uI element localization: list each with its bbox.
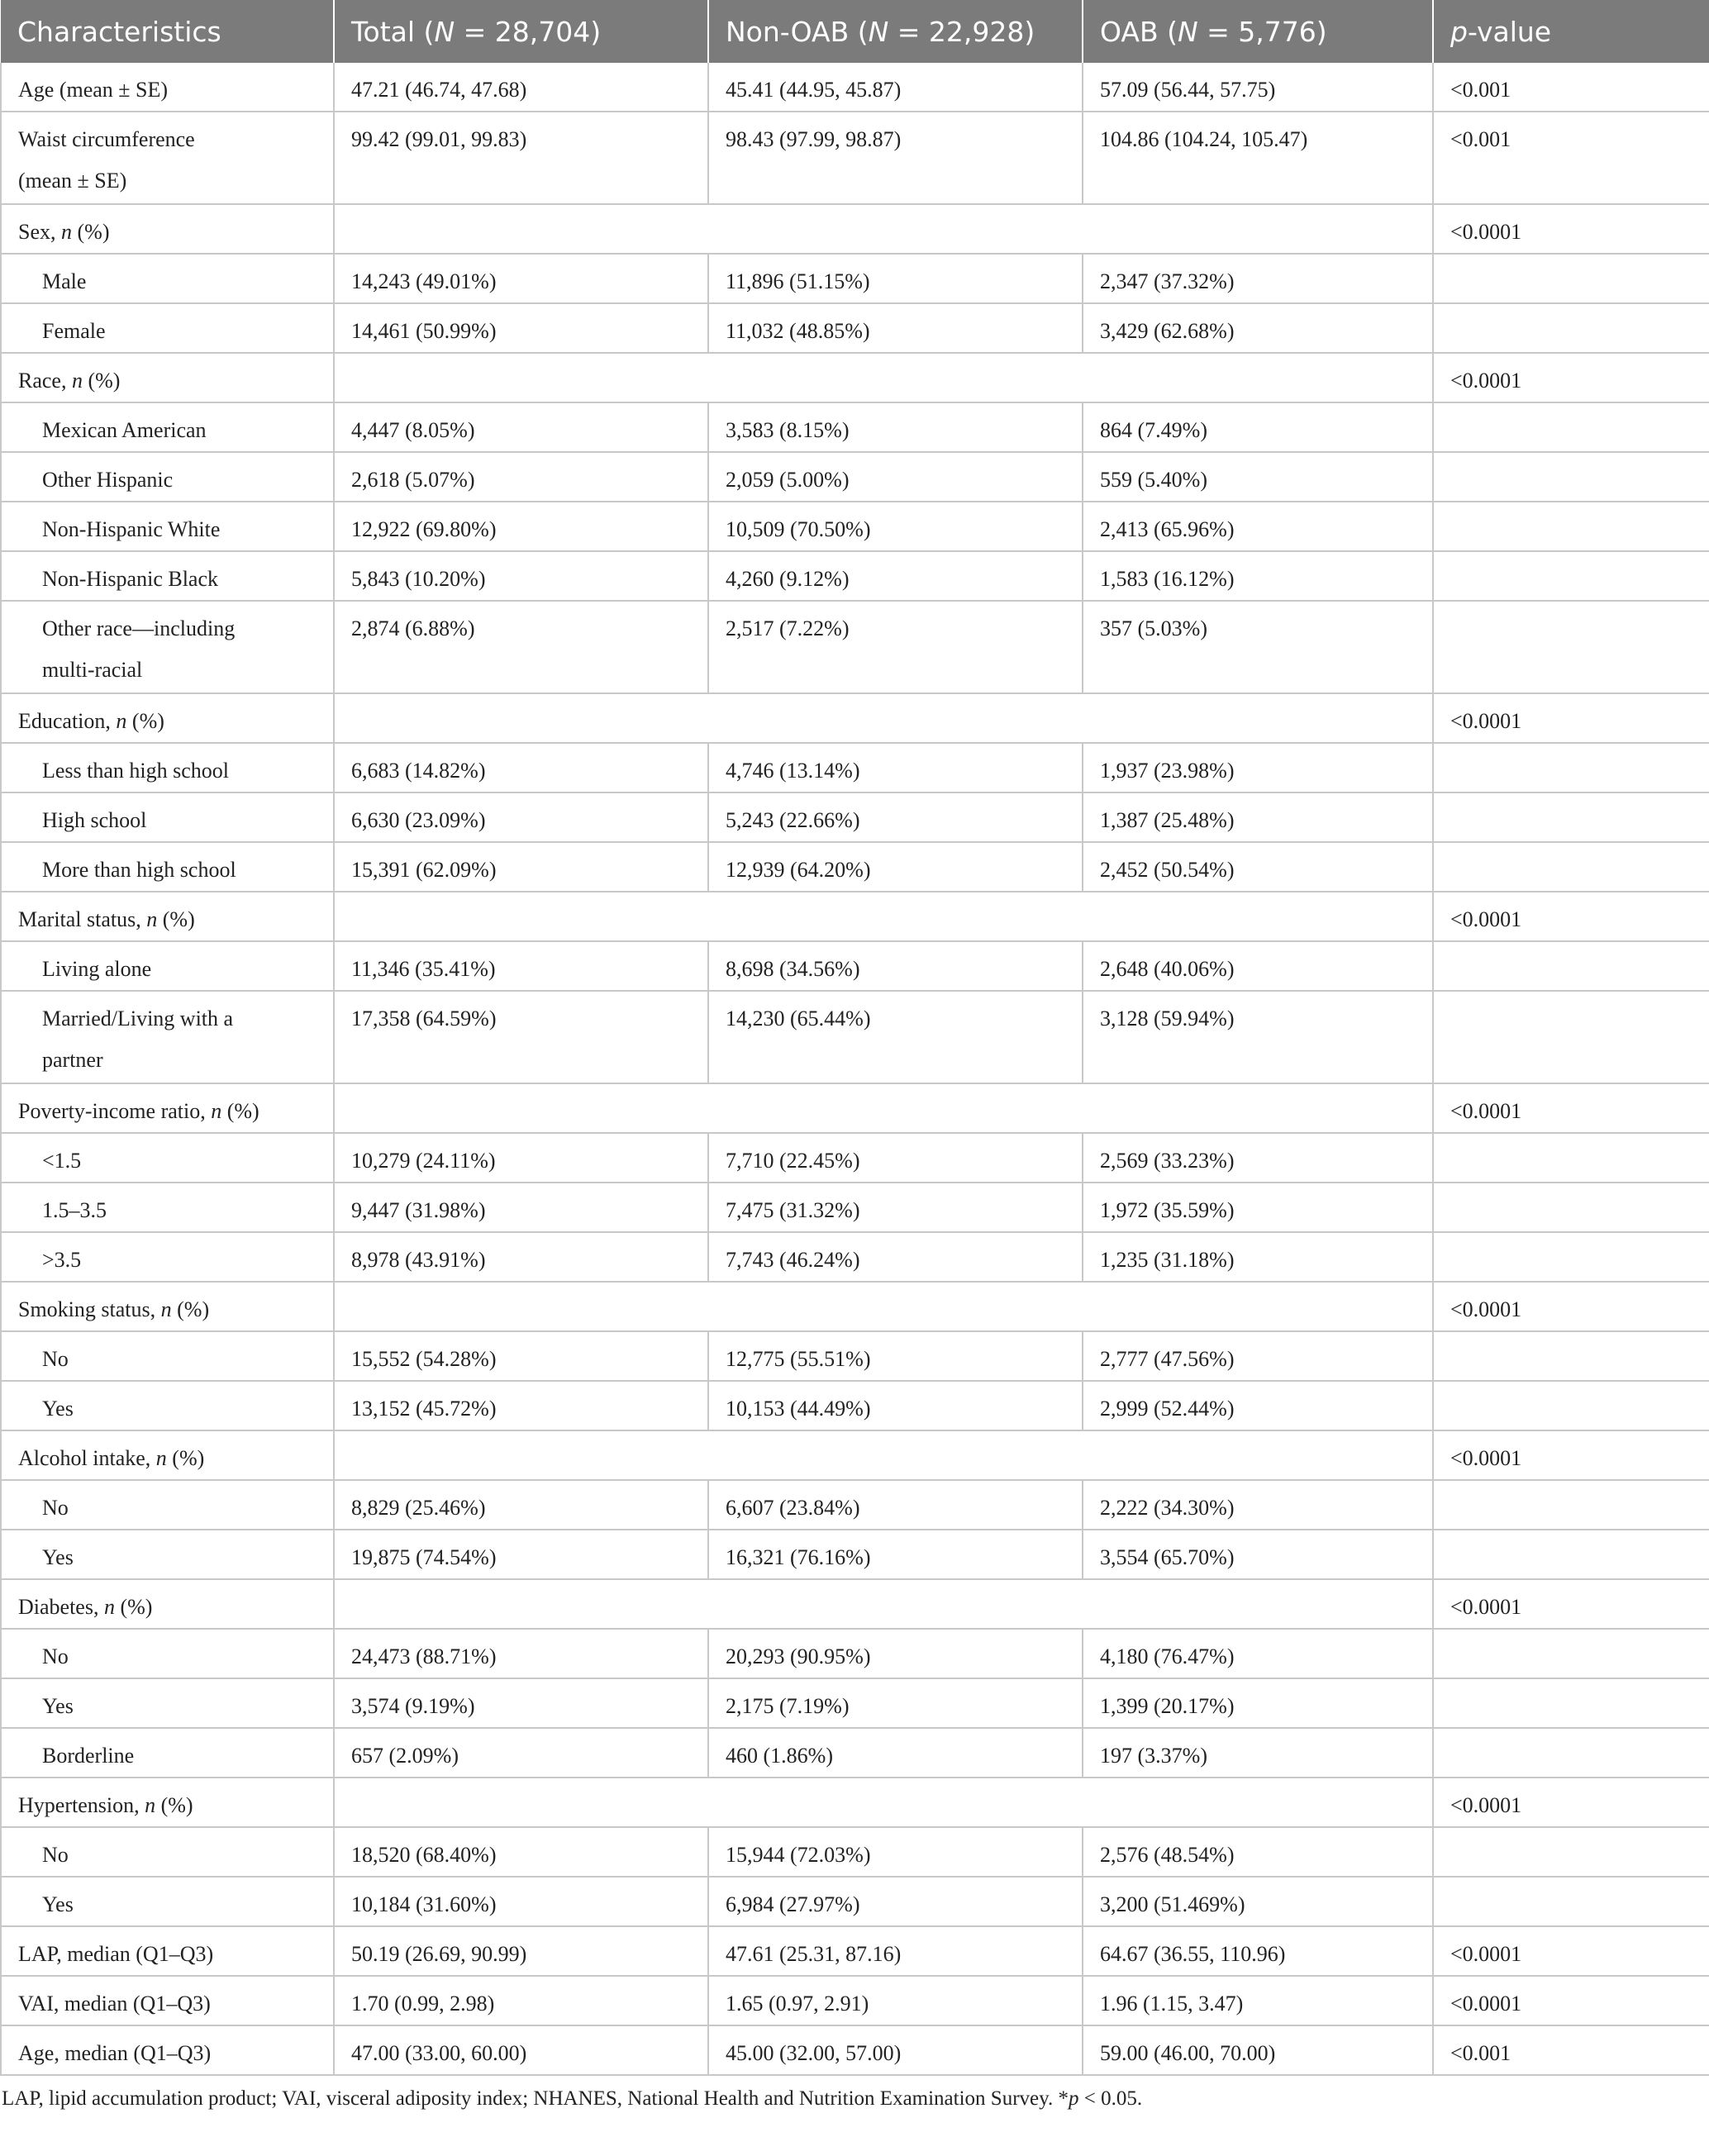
cell-oab: 2,777 (47.56%) (1083, 1331, 1433, 1381)
cell-nonoab: 11,896 (51.15%) (708, 254, 1083, 303)
cell-nonoab: 3,583 (8.15%) (708, 402, 1083, 452)
cell-total: 12,922 (69.80%) (334, 502, 708, 551)
cell-p-value (1433, 551, 1709, 601)
cell-nonoab: 2,059 (5.00%) (708, 452, 1083, 502)
cell-nonoab: 15,944 (72.03%) (708, 1827, 1083, 1877)
cell-oab: 1.96 (1.15, 3.47) (1083, 1976, 1433, 2025)
cell-oab: 2,413 (65.96%) (1083, 502, 1433, 551)
cell-p-value (1433, 1331, 1709, 1381)
cell-nonoab: 4,260 (9.12%) (708, 551, 1083, 601)
cell-total: 50.19 (26.69, 90.99) (334, 1926, 708, 1976)
row-label: >3.5 (1, 1232, 334, 1282)
cell-total: 1.70 (0.99, 2.98) (334, 1976, 708, 2025)
cell-nonoab: 8,698 (34.56%) (708, 941, 1083, 991)
row-label: Male (1, 254, 334, 303)
cell-total: 14,461 (50.99%) (334, 303, 708, 353)
table-row (1, 1183, 1709, 1232)
group-spacer (334, 353, 1433, 402)
cell-nonoab: 460 (1.86%) (708, 1728, 1083, 1778)
cell-nonoab: 7,475 (31.32%) (708, 1183, 1083, 1232)
cell-total: 11,346 (35.41%) (334, 941, 708, 991)
row-label: High school (1, 792, 334, 842)
cell-oab: 1,399 (20.17%) (1083, 1678, 1433, 1728)
cell-p-value (1433, 1480, 1709, 1530)
table-row (1, 1926, 1709, 1976)
table-row (1, 1480, 1709, 1530)
table-row (1, 1877, 1709, 1926)
cell-nonoab: 7,710 (22.45%) (708, 1133, 1083, 1183)
cell-oab: 2,999 (52.44%) (1083, 1381, 1433, 1430)
group-label: Poverty-income ratio, n (%) (1, 1083, 334, 1133)
cell-p-value: <0.0001 (1433, 1976, 1709, 2025)
cell-total: 9,447 (31.98%) (334, 1183, 708, 1232)
cell-p-value (1433, 402, 1709, 452)
cell-total: 18,520 (68.40%) (334, 1827, 708, 1877)
group-spacer (334, 1579, 1433, 1629)
table-footnote: LAP, lipid accumulation product; VAI, visceral adiposity index; NHANES, National Health and Nutrition Examination Survey. *p < 0.05. (2, 2087, 1143, 2110)
header-non-oab: Non-OAB (N = 22,928) (708, 0, 1083, 63)
table-row (1, 1430, 1709, 1480)
table-row (1, 1579, 1709, 1629)
table-row (1, 941, 1709, 991)
cell-total: 47.21 (46.74, 47.68) (334, 63, 708, 112)
cell-oab: 64.67 (36.55, 110.96) (1083, 1926, 1433, 1976)
cell-total: 15,552 (54.28%) (334, 1331, 708, 1381)
table-row (1, 1728, 1709, 1778)
group-spacer (334, 204, 1433, 254)
row-label: No (1, 1629, 334, 1678)
cell-p-value (1433, 452, 1709, 502)
table-row (1, 1331, 1709, 1381)
cell-oab: 864 (7.49%) (1083, 402, 1433, 452)
cell-oab: 3,429 (62.68%) (1083, 303, 1433, 353)
cell-total: 10,184 (31.60%) (334, 1877, 708, 1926)
table-row (1, 2025, 1709, 2075)
cell-p-value (1433, 842, 1709, 892)
row-label: No (1, 1331, 334, 1381)
table-row (1, 842, 1709, 892)
table-row (1, 892, 1709, 941)
cell-oab: 2,452 (50.54%) (1083, 842, 1433, 892)
cell-total: 2,874 (6.88%) (334, 601, 708, 693)
row-label: Female (1, 303, 334, 353)
row-label: <1.5 (1, 1133, 334, 1183)
cell-p-value: <0.0001 (1433, 1430, 1709, 1480)
table-row (1, 1282, 1709, 1331)
cell-total: 14,243 (49.01%) (334, 254, 708, 303)
table-row (1, 743, 1709, 792)
cell-total: 2,618 (5.07%) (334, 452, 708, 502)
row-label: VAI, median (Q1–Q3) (1, 1976, 334, 2025)
group-label: Hypertension, n (%) (1, 1778, 334, 1827)
cell-nonoab: 11,032 (48.85%) (708, 303, 1083, 353)
row-label: Living alone (1, 941, 334, 991)
table-row (1, 303, 1709, 353)
row-label: Waist circumference (mean ± SE) (1, 112, 334, 204)
cell-nonoab: 12,775 (55.51%) (708, 1331, 1083, 1381)
cell-total: 3,574 (9.19%) (334, 1678, 708, 1728)
cell-p-value (1433, 1133, 1709, 1183)
cell-p-value: <0.0001 (1433, 1778, 1709, 1827)
group-label: Race, n (%) (1, 353, 334, 402)
cell-oab: 1,583 (16.12%) (1083, 551, 1433, 601)
table-row (1, 1778, 1709, 1827)
header-oab: OAB (N = 5,776) (1083, 0, 1433, 63)
cell-p-value (1433, 1530, 1709, 1579)
table-row (1, 1083, 1709, 1133)
cell-p-value (1433, 254, 1709, 303)
group-label: Smoking status, n (%) (1, 1282, 334, 1331)
group-label: Marital status, n (%) (1, 892, 334, 941)
row-label: Married/Living with a partner (1, 991, 334, 1083)
table-row (1, 551, 1709, 601)
cell-p-value (1433, 991, 1709, 1083)
cell-p-value: <0.0001 (1433, 1926, 1709, 1976)
table-row (1, 63, 1709, 112)
row-label: Yes (1, 1678, 334, 1728)
cell-total: 6,630 (23.09%) (334, 792, 708, 842)
cell-nonoab: 4,746 (13.14%) (708, 743, 1083, 792)
cell-total: 17,358 (64.59%) (334, 991, 708, 1083)
row-label: No (1, 1480, 334, 1530)
cell-oab: 3,128 (59.94%) (1083, 991, 1433, 1083)
table-row (1, 1381, 1709, 1430)
table-row (1, 991, 1709, 1083)
cell-p-value (1433, 601, 1709, 693)
cell-p-value (1433, 303, 1709, 353)
cell-p-value (1433, 1678, 1709, 1728)
cell-total: 8,978 (43.91%) (334, 1232, 708, 1282)
cell-nonoab: 2,517 (7.22%) (708, 601, 1083, 693)
group-label: Education, n (%) (1, 693, 334, 743)
row-label: No (1, 1827, 334, 1877)
cell-p-value: <0.0001 (1433, 1083, 1709, 1133)
table-row (1, 204, 1709, 254)
cell-oab: 1,387 (25.48%) (1083, 792, 1433, 842)
group-spacer (334, 1083, 1433, 1133)
cell-total: 6,683 (14.82%) (334, 743, 708, 792)
group-label: Sex, n (%) (1, 204, 334, 254)
cell-total: 4,447 (8.05%) (334, 402, 708, 452)
cell-nonoab: 2,175 (7.19%) (708, 1678, 1083, 1728)
cell-p-value: <0.0001 (1433, 204, 1709, 254)
cell-nonoab: 45.00 (32.00, 57.00) (708, 2025, 1083, 2075)
cell-oab: 1,235 (31.18%) (1083, 1232, 1433, 1282)
row-label: More than high school (1, 842, 334, 892)
header-characteristics: Characteristics (1, 0, 334, 63)
cell-p-value: <0.001 (1433, 2025, 1709, 2075)
row-label: Mexican American (1, 402, 334, 452)
row-label: Yes (1, 1877, 334, 1926)
cell-oab: 357 (5.03%) (1083, 601, 1433, 693)
cell-nonoab: 6,984 (27.97%) (708, 1877, 1083, 1926)
row-label: Yes (1, 1381, 334, 1430)
cell-p-value (1433, 1232, 1709, 1282)
cell-total: 657 (2.09%) (334, 1728, 708, 1778)
group-label: Diabetes, n (%) (1, 1579, 334, 1629)
cell-nonoab: 12,939 (64.20%) (708, 842, 1083, 892)
group-spacer (334, 693, 1433, 743)
cell-nonoab: 1.65 (0.97, 2.91) (708, 1976, 1083, 2025)
cell-nonoab: 98.43 (97.99, 98.87) (708, 112, 1083, 204)
row-label: Less than high school (1, 743, 334, 792)
cell-total: 99.42 (99.01, 99.83) (334, 112, 708, 204)
cell-nonoab: 10,153 (44.49%) (708, 1381, 1083, 1430)
cell-total: 19,875 (74.54%) (334, 1530, 708, 1579)
cell-p-value (1433, 792, 1709, 842)
table-row (1, 1827, 1709, 1877)
table-row (1, 1133, 1709, 1183)
group-label: Alcohol intake, n (%) (1, 1430, 334, 1480)
cell-total: 10,279 (24.11%) (334, 1133, 708, 1183)
row-label: Other Hispanic (1, 452, 334, 502)
cell-nonoab: 47.61 (25.31, 87.16) (708, 1926, 1083, 1976)
cell-oab: 2,222 (34.30%) (1083, 1480, 1433, 1530)
cell-p-value (1433, 1381, 1709, 1430)
table-row (1, 1678, 1709, 1728)
cell-p-value (1433, 1728, 1709, 1778)
cell-nonoab: 7,743 (46.24%) (708, 1232, 1083, 1282)
table-row (1, 1629, 1709, 1678)
table-row (1, 452, 1709, 502)
row-label: Borderline (1, 1728, 334, 1778)
row-label: Non-Hispanic White (1, 502, 334, 551)
cell-p-value: <0.001 (1433, 112, 1709, 204)
cell-p-value: <0.0001 (1433, 1579, 1709, 1629)
cell-p-value: <0.0001 (1433, 892, 1709, 941)
cell-p-value: <0.0001 (1433, 353, 1709, 402)
cell-oab: 559 (5.40%) (1083, 452, 1433, 502)
row-label: Other race—including multi-racial (1, 601, 334, 693)
table-row (1, 1976, 1709, 2025)
row-label: Age (mean ± SE) (1, 63, 334, 112)
header-p-value: p-value (1433, 0, 1709, 63)
table-row (1, 1232, 1709, 1282)
cell-total: 5,843 (10.20%) (334, 551, 708, 601)
cell-p-value: <0.001 (1433, 63, 1709, 112)
header-total: Total (N = 28,704) (334, 0, 708, 63)
cell-oab: 1,937 (23.98%) (1083, 743, 1433, 792)
row-label: Age, median (Q1–Q3) (1, 2025, 334, 2075)
row-label: 1.5–3.5 (1, 1183, 334, 1232)
cell-total: 8,829 (25.46%) (334, 1480, 708, 1530)
cell-p-value (1433, 743, 1709, 792)
cell-oab: 1,972 (35.59%) (1083, 1183, 1433, 1232)
cell-p-value (1433, 502, 1709, 551)
table-row (1, 254, 1709, 303)
table-row (1, 112, 1709, 204)
cell-nonoab: 45.41 (44.95, 45.87) (708, 63, 1083, 112)
cell-p-value (1433, 1827, 1709, 1877)
cell-p-value: <0.0001 (1433, 1282, 1709, 1331)
cell-total: 13,152 (45.72%) (334, 1381, 708, 1430)
cell-nonoab: 6,607 (23.84%) (708, 1480, 1083, 1530)
cell-oab: 2,347 (37.32%) (1083, 254, 1433, 303)
cell-oab: 3,200 (51.469%) (1083, 1877, 1433, 1926)
cell-nonoab: 14,230 (65.44%) (708, 991, 1083, 1083)
cell-p-value (1433, 1183, 1709, 1232)
cell-p-value (1433, 941, 1709, 991)
row-label: Non-Hispanic Black (1, 551, 334, 601)
cell-nonoab: 10,509 (70.50%) (708, 502, 1083, 551)
cell-total: 24,473 (88.71%) (334, 1629, 708, 1678)
cell-p-value: <0.0001 (1433, 693, 1709, 743)
table-row (1, 402, 1709, 452)
table-row (1, 1530, 1709, 1579)
cell-p-value (1433, 1877, 1709, 1926)
cell-oab: 2,569 (33.23%) (1083, 1133, 1433, 1183)
table-row (1, 792, 1709, 842)
group-spacer (334, 1778, 1433, 1827)
cell-oab: 197 (3.37%) (1083, 1728, 1433, 1778)
row-label: LAP, median (Q1–Q3) (1, 1926, 334, 1976)
cell-total: 15,391 (62.09%) (334, 842, 708, 892)
cell-oab: 104.86 (104.24, 105.47) (1083, 112, 1433, 204)
table-row (1, 693, 1709, 743)
cell-nonoab: 5,243 (22.66%) (708, 792, 1083, 842)
cell-nonoab: 20,293 (90.95%) (708, 1629, 1083, 1678)
cell-nonoab: 16,321 (76.16%) (708, 1530, 1083, 1579)
cell-total: 47.00 (33.00, 60.00) (334, 2025, 708, 2075)
cell-oab: 2,576 (48.54%) (1083, 1827, 1433, 1877)
table-row (1, 502, 1709, 551)
cell-oab: 3,554 (65.70%) (1083, 1530, 1433, 1579)
group-spacer (334, 892, 1433, 941)
group-spacer (334, 1282, 1433, 1331)
header-row (1, 0, 1709, 63)
group-spacer (334, 1430, 1433, 1480)
table-row (1, 353, 1709, 402)
cell-p-value (1433, 1629, 1709, 1678)
cell-oab: 57.09 (56.44, 57.75) (1083, 63, 1433, 112)
cell-oab: 2,648 (40.06%) (1083, 941, 1433, 991)
cell-oab: 4,180 (76.47%) (1083, 1629, 1433, 1678)
table-row (1, 601, 1709, 693)
cell-oab: 59.00 (46.00, 70.00) (1083, 2025, 1433, 2075)
row-label: Yes (1, 1530, 334, 1579)
